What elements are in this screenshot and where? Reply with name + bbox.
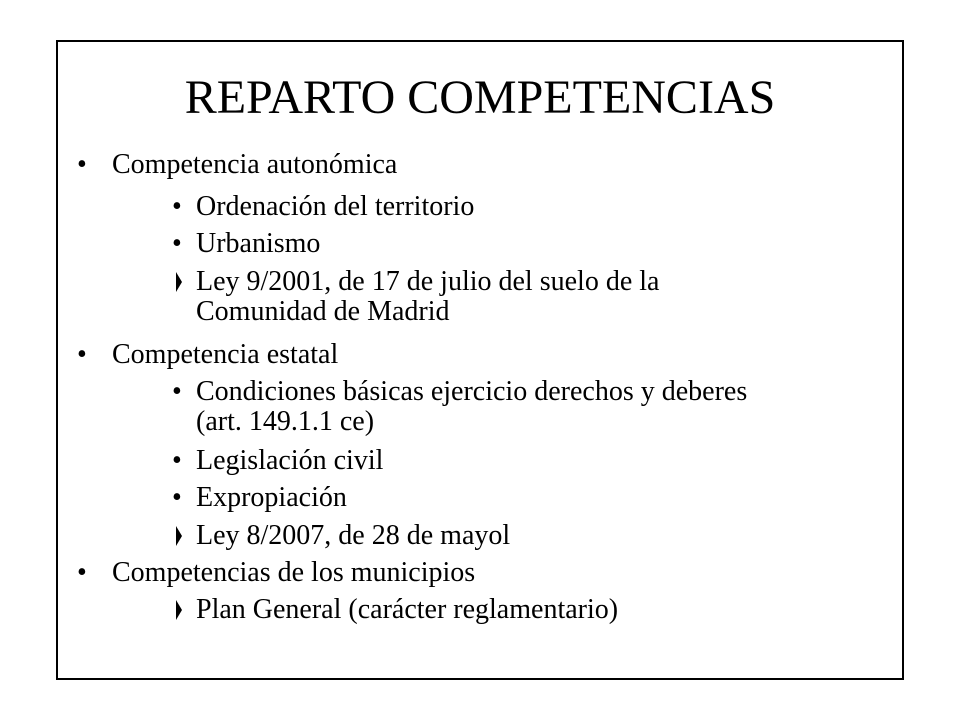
list-item-text: Competencia estatal xyxy=(112,339,339,370)
list-item-level2 xyxy=(172,482,347,513)
list-item-text: Expropiación xyxy=(196,482,347,513)
list-item-level3 xyxy=(196,521,510,551)
bullet-dot: • xyxy=(172,482,182,513)
list-item-text: (art. 149.1.1 ce) xyxy=(196,406,375,437)
arrow-right-icon xyxy=(176,526,182,546)
bullet-dot: • xyxy=(77,339,87,370)
list-item-text: Comunidad de Madrid xyxy=(196,296,450,327)
bullet-dot: • xyxy=(172,191,182,222)
list-item-text: Urbanismo xyxy=(196,228,321,259)
list-item-level1 xyxy=(77,339,339,370)
list-item-level3 xyxy=(196,595,618,625)
bullet-dot: • xyxy=(77,149,87,180)
list-item-level2 xyxy=(172,191,475,222)
list-item-text: Competencia autonómica xyxy=(112,149,398,180)
bullet-dot: • xyxy=(172,445,182,476)
arrow-right-icon xyxy=(176,272,182,292)
list-item-text: Legislación civil xyxy=(196,445,384,476)
list-item-level2 xyxy=(172,445,384,476)
bullet-dot: • xyxy=(77,557,87,588)
slide-title: REPARTO COMPETENCIAS xyxy=(184,71,776,124)
list-item-level2 xyxy=(172,376,748,437)
list-item-level3 xyxy=(196,267,659,327)
list-item-text: Competencias de los municipios xyxy=(112,557,476,588)
arrow-right-icon xyxy=(176,600,182,620)
list-item-text: Condiciones básicas ejercicio derechos y deberes xyxy=(196,376,748,407)
list-item-text: Plan General (carácter reglamentario) xyxy=(196,594,619,625)
list-item-text: Ley 9/2001, de 17 de julio del suelo de la xyxy=(196,266,660,297)
list-item-text: Ordenación del territorio xyxy=(196,191,475,222)
bullet-dot: • xyxy=(172,376,182,407)
list-item-level1 xyxy=(77,557,476,588)
bullet-dot: • xyxy=(172,228,182,259)
list-item-text: Ley 8/2007, de 28 de mayol xyxy=(196,520,511,551)
list-item-level1 xyxy=(77,149,398,180)
list-item-level2 xyxy=(172,228,321,259)
